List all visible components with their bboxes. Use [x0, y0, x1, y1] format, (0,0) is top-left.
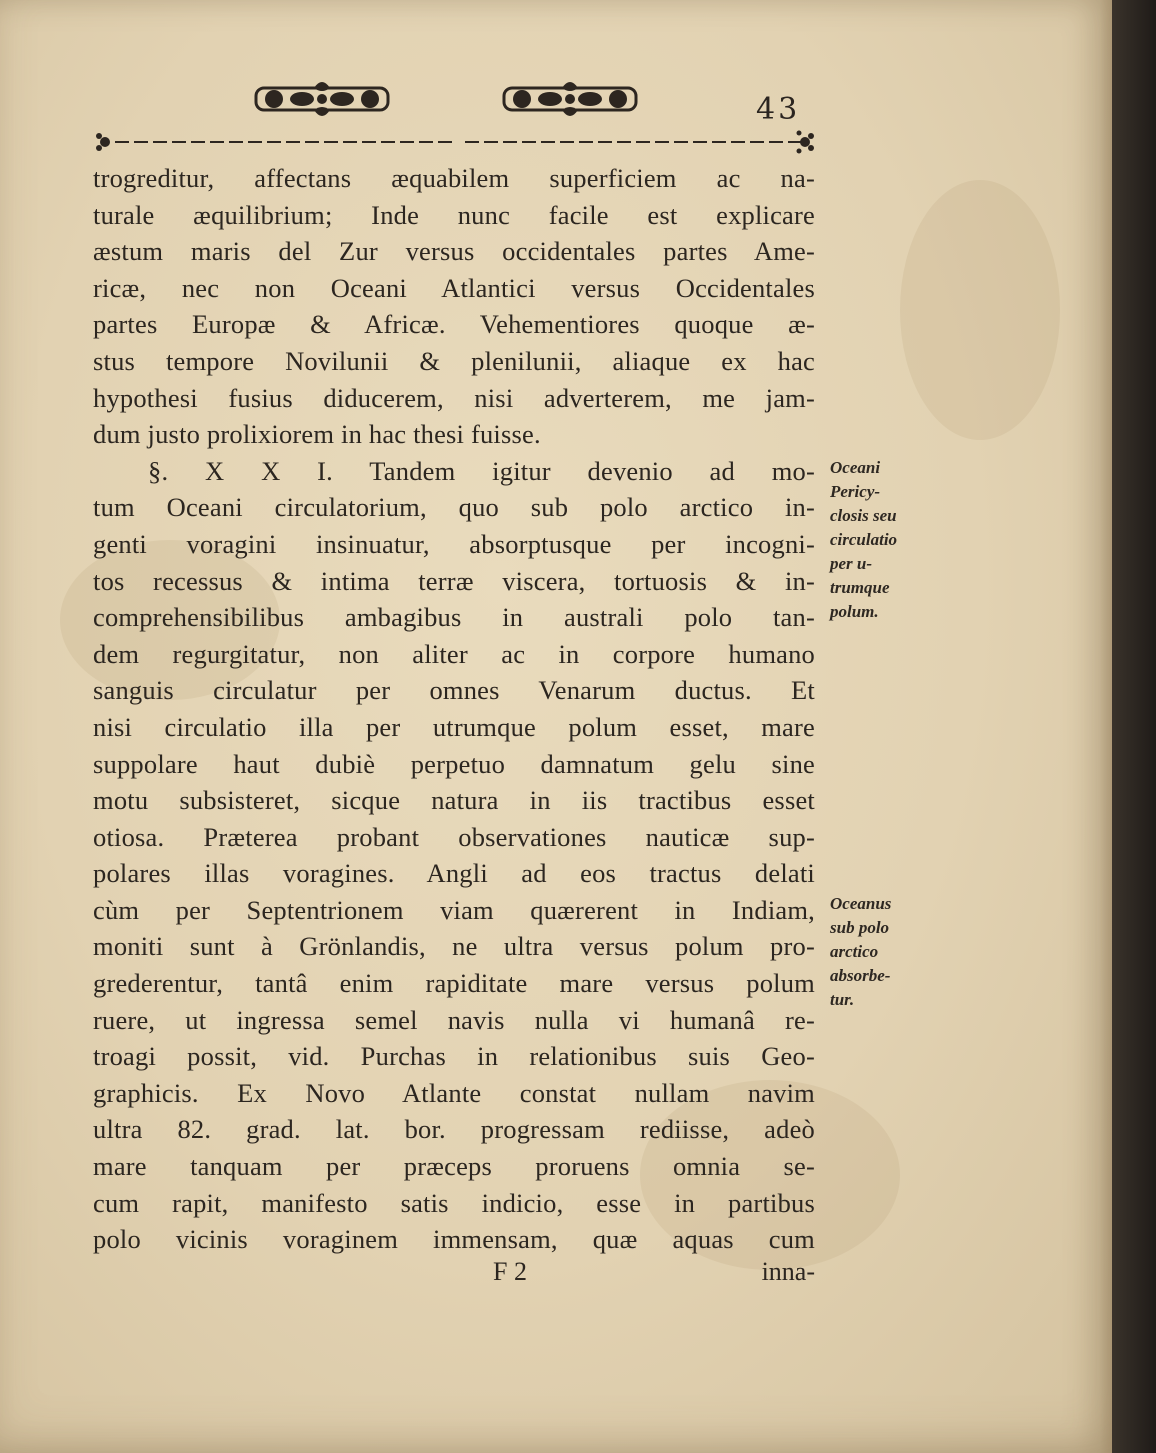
text-line: trogreditur, affectans æquabilem superficiem ac na- [93, 163, 815, 193]
text-line: sanguis circulatur per omnes Venarum ductus. Et [93, 675, 815, 706]
paper-stain [900, 180, 1060, 440]
marginal-note-circulation [830, 456, 940, 624]
text-line: dem regurgitatur, non aliter ac in corpore humano [93, 638, 815, 669]
signature-mark: F 2 [493, 1257, 527, 1286]
text-line: moniti sunt à Grönlandis, ne ultra versus polum pro- [93, 931, 815, 962]
text-line: graphicis. Ex Novo Atlante constat nullam navim [93, 1077, 815, 1108]
text-line: mare tanquam per præceps proruens omnia se- [93, 1151, 815, 1182]
text-line: tum Oceani circulatorium, quo sub polo arctico in- [93, 492, 815, 523]
text-line: ultra 82. grad. lat. bor. progressam rediisse, adeò [93, 1114, 815, 1145]
marginal-line: tur. [830, 990, 855, 1009]
text-line: genti voragini insinuatur, absorptusque per incogni- [93, 528, 815, 559]
text-line: motu subsisteret, sicque natura in iis tractibus esset [93, 785, 815, 816]
text-line: hypothesi fusius diducerem, nisi adverterem, me jam- [93, 382, 815, 413]
text-line: dum justo prolixiorem in hac thesi fuisse. [93, 419, 541, 450]
text-line: comprehensibilibus ambagibus in australi polo tan- [93, 602, 815, 633]
marginal-line: arctico [830, 942, 879, 961]
text-line: suppolare haut dubiè perpetuo damnatum gelu sine [93, 748, 815, 779]
marginal-line: per u- [830, 554, 873, 573]
text-line: nisi circulatio illa per utrumque polum esset, mare [93, 711, 815, 742]
text-line: polo vicinis voraginem immensam, quæ aquas cum [93, 1224, 815, 1255]
marginal-line: Pericy- [830, 482, 881, 501]
marginal-line: Oceanus [830, 894, 892, 913]
body-text [93, 160, 815, 1258]
floral-ornament-icon [500, 74, 640, 122]
catchword: inna- [761, 1257, 815, 1286]
text-line: partes Europæ & Africæ. Vehementiores quoque æ- [93, 309, 815, 340]
text-line: turale æquilibrium; Inde nunc facile est explicare [93, 199, 815, 230]
text-line: grederentur, tantâ enim rapiditate mare versus polum [93, 968, 815, 999]
page-number: 43 [756, 92, 801, 127]
text-line: polares illas voragines. Angli ad eos tractus delati [93, 858, 815, 889]
text-line: æstum maris del Zur versus occidentales partes Ame- [93, 236, 815, 267]
marginal-note-absorption [830, 892, 940, 1012]
text-line: stus tempore Novilunii & plenilunii, aliaque ex hac [93, 345, 815, 376]
text-line: ricæ, nec non Oceani Atlantici versus Occidentales [93, 272, 815, 303]
marginal-line: trumque [830, 578, 890, 597]
text-line: cum rapit, manifesto satis indicio, esse in partibus [93, 1187, 815, 1218]
text-line: troagi possit, vid. Purchas in relationibus suis Geo- [93, 1041, 815, 1072]
marginal-line: absorbe- [830, 966, 891, 985]
text-line: tos recessus & intima terræ viscera, tortuosis & in- [93, 565, 815, 596]
text-line: cùm per Septentrionem viam quærerent in Indiam, [93, 894, 815, 925]
text-line: ruere, ut ingressa semel navis nulla vi humanâ re- [93, 1004, 815, 1035]
marginal-line: Oceani [830, 458, 881, 477]
text-line: otiosa. Præterea probant observationes nauticæ sup- [93, 821, 815, 852]
ornamental-rule [95, 127, 815, 157]
binding-background [1112, 0, 1156, 1453]
marginal-line: polum. [830, 602, 879, 621]
marginal-line: circulatio [830, 530, 898, 549]
floral-ornament-icon [252, 74, 392, 122]
marginal-line: closis seu [830, 506, 897, 525]
section-heading-line: §. X X I. Tandem igitur devenio ad mo- [148, 455, 815, 486]
page-footer [93, 1257, 815, 1293]
marginal-line: sub polo [830, 918, 890, 937]
